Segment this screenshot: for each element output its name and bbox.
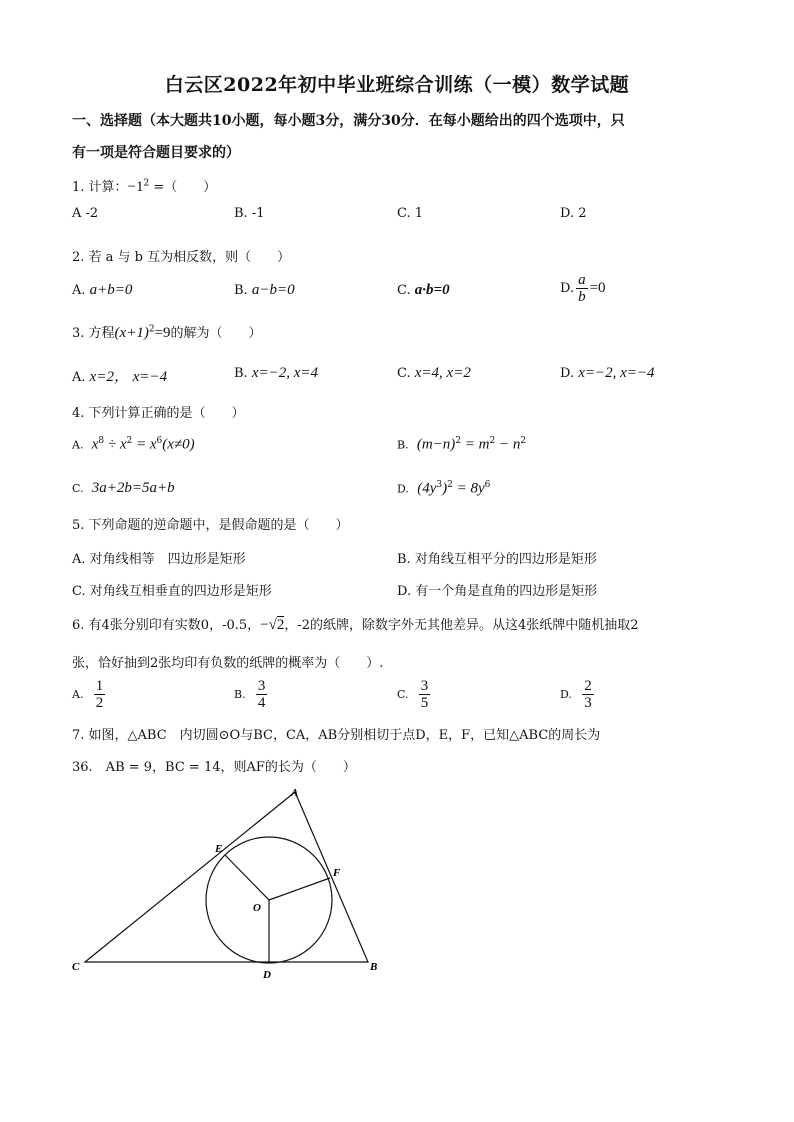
label-d: D [263,969,271,981]
question-3-option-c[interactable]: C. x=4, x=2 [397,365,471,381]
question-6-option-d[interactable]: D. $\frac{2}{3}$ [560,678,592,711]
question-3-stem: 3. 方程$(x+1)^2=9$的解为（ ） [72,324,262,341]
question-3-option-d[interactable]: D. x=−2, x=−4 [560,365,655,381]
question-5-option-d[interactable]: D. 有一个角是直角的四边形是矩形 [397,584,598,599]
question-1-option-b[interactable]: B. -1 [234,206,265,221]
question-1-expr: −1 [127,179,144,195]
question-7-stem-line-1: 7. 如图，△ABC 内切圆⊙O与BC，CA，AB分别相切于点D，E，F，已知△ABC的周长为 [72,728,601,743]
label-e: E [215,843,223,855]
question-4-stem: 4. 下列计算正确的是（ ） [72,406,245,421]
label-f: F [333,867,341,879]
question-6-stem-line-2: 张，恰好抽到2张均印有负数的纸牌的概率为（ ）. [72,656,384,671]
label-o: O [253,902,261,914]
section-heading-line-2: 有一项是符合题目要求的） [72,145,240,161]
question-6-option-a[interactable]: A. $\frac{1}{2}$ [72,678,104,711]
question-5-stem: 5. 下列命题的逆命题中，是假命题的是（ ） [72,518,349,533]
question-4-option-c[interactable]: C. 3a+2b=5a+b [72,480,175,496]
incircle-triangle-figure [60,780,400,990]
question-4-option-b[interactable]: B. $(m-n)^2 = m^2 - n^2$ [397,436,527,453]
page-title: 白云区2022年初中毕业班综合训练（一模）数学试题 [164,74,630,96]
question-5-option-a[interactable]: A. 对角线相等 四边形是矩形 [72,552,246,567]
question-1-option-d[interactable]: D. 2 [560,206,587,221]
question-1-option-c[interactable]: C. 1 [397,206,424,221]
triangle-abc [85,792,368,962]
question-1-tail: =（ ） [149,180,217,195]
radius-of [269,878,330,900]
question-2-option-c[interactable]: C. a·b=0 [397,282,450,298]
question-3-option-b[interactable]: B. x=−2, x=4 [234,365,319,381]
label-c: C [72,961,80,973]
question-2-stem: 2. 若 a 与 b 互为相反数，则（ ） [72,250,291,265]
question-1-stem [72,176,216,196]
question-1-exponent: 2 [143,178,150,189]
radius-oe [225,855,269,900]
question-1-prefix: 1. 计算： [72,180,128,195]
question-4-option-d[interactable]: D. $(4y^3)^2 = 8y^6$ [397,480,491,497]
question-2-fraction: $\frac{a}{b}$ [578,272,586,305]
question-1-option-a[interactable]: A -2 [72,206,99,221]
question-6-option-c[interactable]: C. $\frac{3}{5}$ [397,678,429,711]
question-6-stem-line-1: 6. 有4张分别印有实数0，-0.5，−√2，-2的纸牌，除数字外无其他差异。从这4张纸牌中随机抽取2 [72,617,639,633]
question-6-option-b[interactable]: B. $\frac{3}{4}$ [234,678,266,711]
question-4-option-a[interactable]: A. $x^8 \div x^2 = x^6(x\ne 0)$ [72,436,195,453]
question-5-option-c[interactable]: C. 对角线互相垂直的四边形是矩形 [72,584,272,599]
question-2-option-d[interactable]: D. $\frac{a}{b}$ =0 [560,272,606,305]
question-2-option-a[interactable]: A. a+b=0 [72,282,133,298]
label-b: B [370,961,378,973]
label-a: A [291,787,299,799]
question-7-stem-line-2: 36. AB = 9，BC = 14，则AF的长为（ ） [72,760,356,775]
question-3-option-a[interactable]: A. x=2， x=−4 [72,369,168,385]
question-5-option-b[interactable]: B. 对角线互相平分的四边形是矩形 [397,552,597,567]
question-2-option-b[interactable]: B. a−b=0 [234,282,295,298]
section-heading-line-1: 一、选择题（本大题共10小题，每小题3分，满分30分．在每小题给出的四个选项中，只 [72,113,625,129]
